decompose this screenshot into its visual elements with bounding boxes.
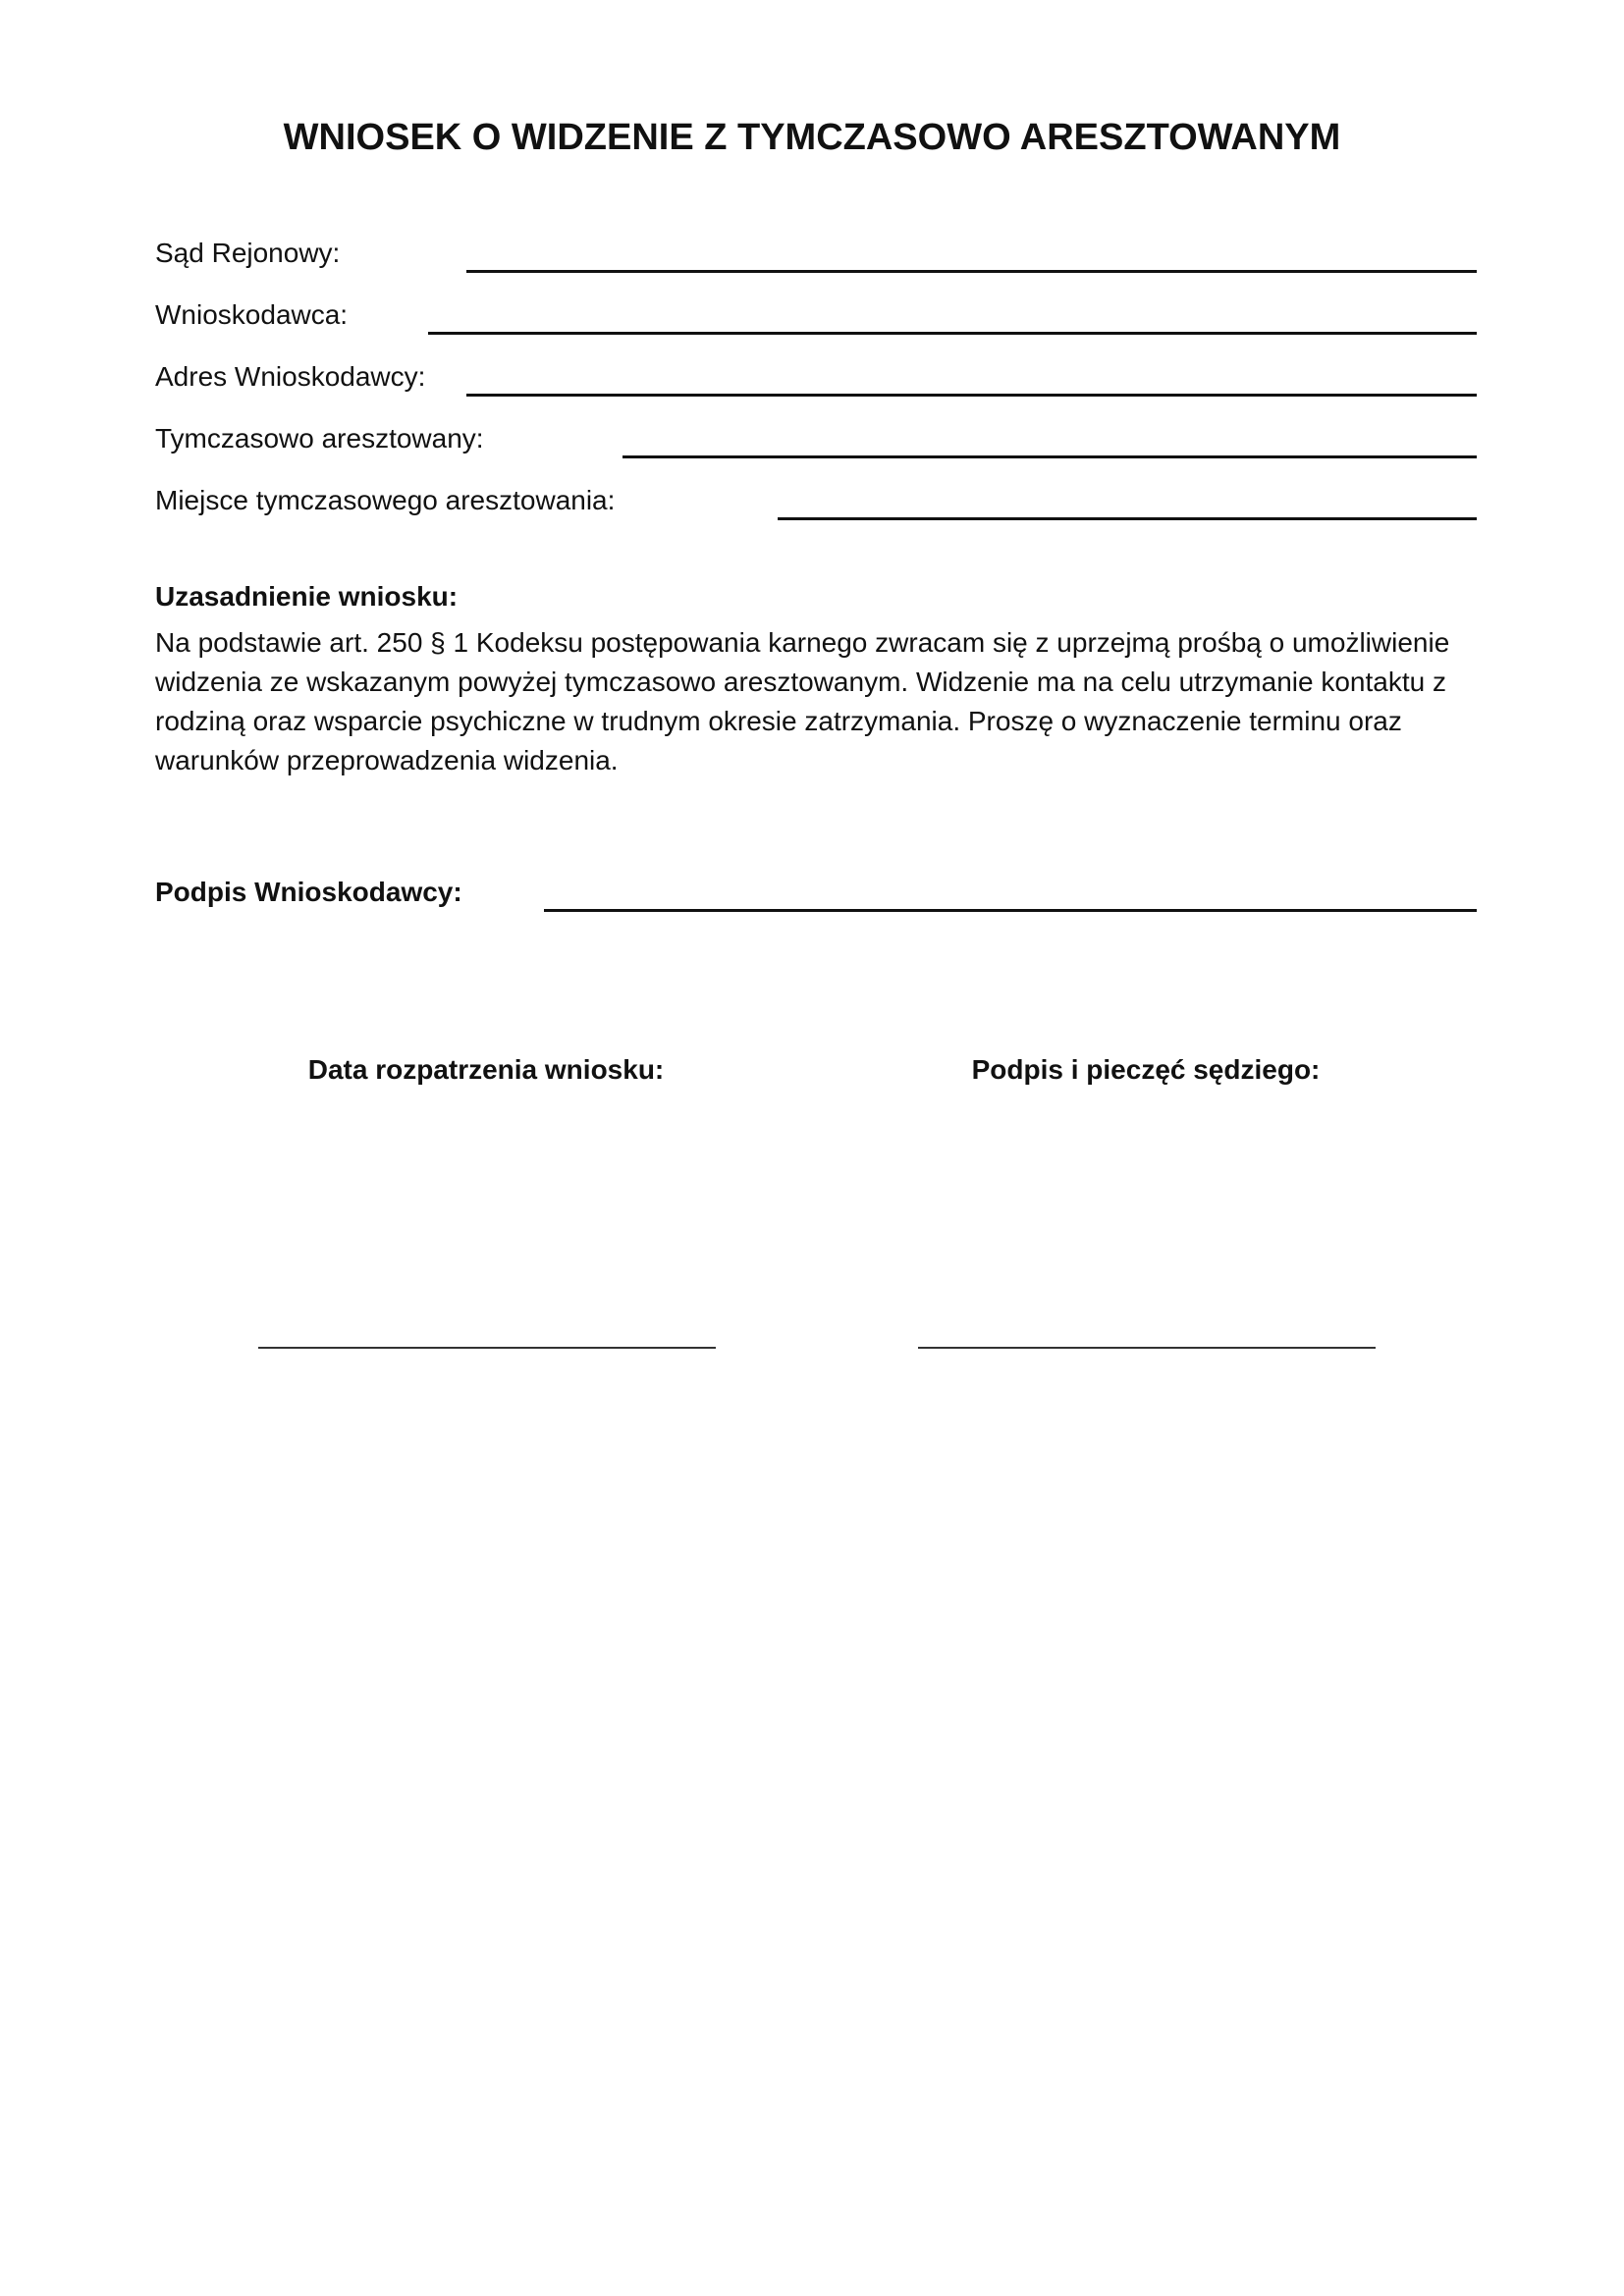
judge-signature-line[interactable] <box>918 1347 1376 1349</box>
field-applicant <box>155 299 1477 339</box>
field-applicant-label: Wnioskodawca: <box>155 299 349 330</box>
review-date-label: Data rozpatrzenia wniosku: <box>307 1054 665 1085</box>
justification-heading: Uzasadnienie wniosku: <box>155 581 459 612</box>
field-detainee <box>155 423 1477 462</box>
review-date-line[interactable] <box>258 1347 716 1349</box>
applicant-signature-label: Podpis Wnioskodawcy: <box>155 877 462 907</box>
field-court <box>155 238 1477 277</box>
field-applicant-address-line[interactable] <box>466 394 1477 397</box>
document-title: WNIOSEK O WIDZENIE Z TYMCZASOWO ARESZTOWANYM <box>283 117 1341 158</box>
field-court-label: Sąd Rejonowy: <box>155 238 341 268</box>
field-detainee-line[interactable] <box>623 455 1477 458</box>
applicant-signature <box>155 877 1477 920</box>
field-detainee-label: Tymczasowo aresztowany: <box>155 423 484 454</box>
field-detention-place <box>155 485 1477 524</box>
field-detention-place-line[interactable] <box>778 517 1477 520</box>
field-applicant-address <box>155 361 1477 400</box>
field-detention-place-label: Miejsce tymczasowego aresztowania: <box>155 485 616 515</box>
justification-text: Na podstawie art. 250 § 1 Kodeksu postępowania karnego zwracam się z uprzejmą prośbą o umożliwienie widzenia ze wskazanym powyżej tymczasowo aresztowanym. Widzenie ma na celu utrzymanie kontaktu z rodziną oraz wsparcie psychiczne w trudnym okresie zatrzymania. Proszę o wyznaczenie terminu oraz warunków przeprowadzenia widzenia. <box>155 627 1450 775</box>
field-applicant-address-label: Adres Wnioskodawcy: <box>155 361 426 392</box>
judge-signature-label: Podpis i pieczęć sędziego: <box>971 1054 1321 1085</box>
field-applicant-line[interactable] <box>428 332 1477 335</box>
applicant-signature-line[interactable] <box>544 909 1477 912</box>
field-court-line[interactable] <box>466 270 1477 273</box>
